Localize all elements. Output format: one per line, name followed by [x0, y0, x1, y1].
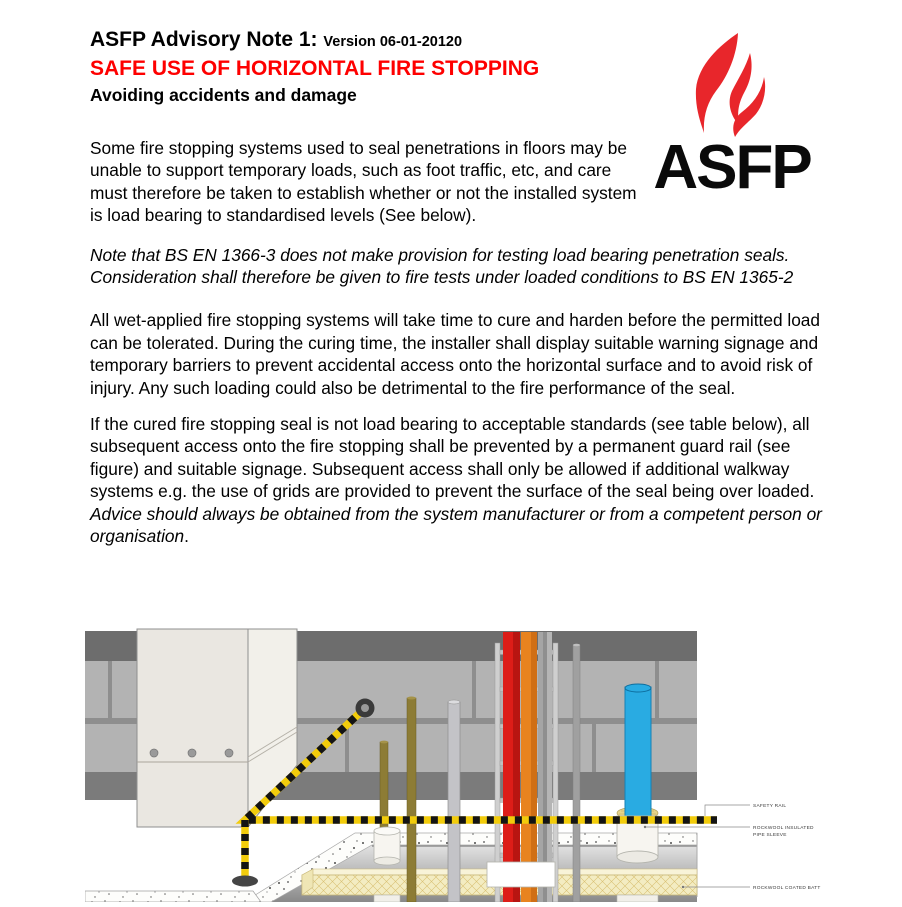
- paragraph-advice-italic: Advice should always be obtained from the system manufacturer or from a competent person or organisation: [90, 503, 822, 547]
- steel-pipe: [448, 700, 460, 902]
- asfp-wordmark: ASFP: [653, 133, 811, 202]
- asfp-logo: [646, 25, 818, 202]
- main-heading: SAFE USE OF HORIZONTAL FIRE STOPPING: [90, 57, 540, 80]
- paragraph-intro: Some fire stopping systems used to seal penetrations in floors may be unable to support temporary loads, such as foot traffic, etc, and care must therefore be taken to establish whether or not the installed system is load bearing to standardised levels (See below).: [90, 138, 637, 226]
- sub-heading: Avoiding accidents and damage: [90, 85, 357, 105]
- grey-service-pipes: [538, 632, 552, 902]
- lower-floor-strip: [85, 891, 261, 902]
- label-safety-rail: SAFETY RAIL: [753, 804, 787, 809]
- paragraph-guard-rail: [90, 413, 827, 547]
- rail-base-foot: [232, 876, 258, 887]
- label-pipe-sleeve-line2: PIPE SLEEVE: [753, 833, 787, 838]
- paragraph-note-italic: Note that BS EN 1366-3 does not make provision for testing load bearing penetration seals. Consideration shall therefore be given to fire tests under loaded conditions to BS EN 1365-2: [90, 244, 794, 288]
- label-pipe-sleeve-line1: ROCKWOOL INSULATED: [753, 826, 814, 831]
- figure-labels: [753, 803, 821, 891]
- paragraph-guard-rail-text: If the cured fire stopping seal is not load bearing to acceptable standards (see table below), all subsequent access onto the fire stopping shall be prevented by a permanent guard rail (see figure) and suitable signage. Subsequent access shall only be allowed if additional walkway systems e.g. the use of grids are provided to prevent the surface of the seal being over loaded.: [90, 414, 815, 502]
- conduit-pipe-tall: [407, 697, 416, 903]
- version-text: Version 06-01-20120: [323, 34, 463, 50]
- orange-service-pipes: [521, 632, 537, 902]
- label-coated-batt: ROCKWOOL COATED BATT: [753, 886, 821, 891]
- figure-drawing: [85, 625, 902, 902]
- red-service-pipes: [503, 632, 520, 902]
- paragraph-curing: All wet-applied fire stopping systems will take time to cure and harden before the permitted load can be tolerated. During the curing time, the installer shall display suitable warning signage and temporary barriers to prevent accidental access onto the horizontal surface and to avoid risk of injury. Any such loading could also be detrimental to the fire performance of the seal.: [90, 310, 821, 398]
- title-text: ASFP Advisory Note 1:: [90, 28, 318, 51]
- blue-pipe: [625, 684, 651, 820]
- batt-collar: [487, 862, 555, 887]
- thin-grey-pipe: [573, 644, 580, 902]
- fire-stopping-figure: [85, 625, 902, 902]
- flame-icon: [690, 31, 774, 143]
- paragraph-suffix: .: [184, 526, 189, 547]
- rail-wall-mount: [356, 699, 375, 718]
